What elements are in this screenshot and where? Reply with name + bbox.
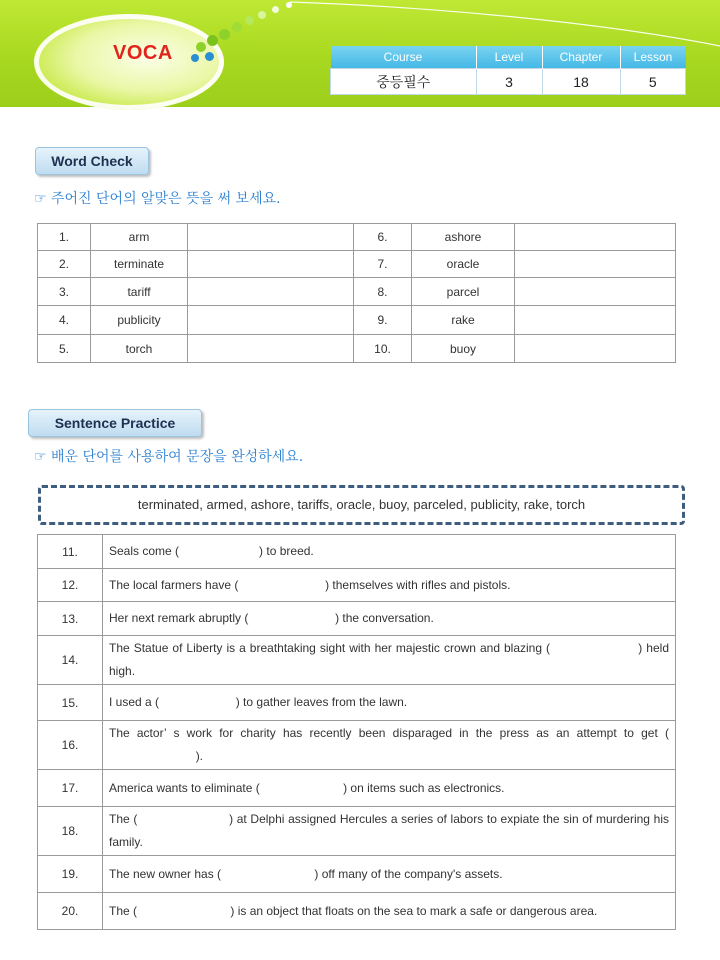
sentence-number: 18. <box>38 807 103 856</box>
word-term: buoy <box>412 335 515 363</box>
sentence-before: America wants to eliminate ( <box>109 780 260 795</box>
word-number: 1. <box>38 224 91 251</box>
word-term: tariff <box>91 278 188 306</box>
table-row <box>38 685 676 721</box>
sentence-before: The local farmers have ( <box>109 577 239 592</box>
answer-field[interactable] <box>515 306 676 335</box>
table-row <box>38 306 676 335</box>
sentence-after: ) off many of the company's assets. <box>314 866 503 881</box>
swoosh-line <box>290 0 720 50</box>
sentence-text <box>103 685 676 721</box>
answer-blank[interactable] <box>238 578 325 592</box>
sentence-number: 20. <box>38 893 103 930</box>
word-number: 7. <box>354 251 412 278</box>
word-number: 2. <box>38 251 91 278</box>
answer-blank[interactable] <box>260 781 343 795</box>
sentence-after: ) on items such as electronics. <box>343 780 505 795</box>
chapter-value: 18 <box>542 69 620 95</box>
answer-field[interactable] <box>515 335 676 363</box>
table-row <box>38 770 676 807</box>
sentence-text <box>103 807 676 856</box>
chapter-header: Chapter <box>542 46 620 69</box>
sentence-number: 16. <box>38 721 103 770</box>
sentence-after: ) held high. <box>109 641 669 678</box>
word-number: 4. <box>38 306 91 335</box>
sentence-after: ). <box>195 749 204 763</box>
level-value: 3 <box>476 69 542 95</box>
sentence-number: 11. <box>38 535 103 569</box>
sentence-text <box>103 569 676 602</box>
sentence-before: Her next remark abruptly ( <box>109 611 249 625</box>
header-banner <box>0 0 720 107</box>
sentence-number: 14. <box>38 636 103 685</box>
sentence-number: 15. <box>38 685 103 721</box>
table-row <box>38 721 676 770</box>
table-row <box>38 636 676 685</box>
sentence-before: The actor’ s work for charity has recently been disparaged in the press as an attempt to get ( <box>109 726 669 740</box>
answer-field[interactable] <box>188 306 354 335</box>
sentence-before: The ( <box>109 812 138 826</box>
word-check-instruction: ☞ 주어진 단어의 알맞은 뜻을 써 보세요. <box>34 191 281 207</box>
answer-blank[interactable] <box>137 812 229 826</box>
sentence-after: ) the conversation. <box>335 611 434 625</box>
word-number: 6. <box>354 224 412 251</box>
word-term: ashore <box>412 224 515 251</box>
answer-blank[interactable] <box>248 611 335 625</box>
word-number: 5. <box>38 335 91 363</box>
table-row <box>38 335 676 363</box>
sentence-text <box>103 856 676 893</box>
word-number: 10. <box>354 335 412 363</box>
answer-blank[interactable] <box>159 695 236 709</box>
answer-field[interactable] <box>188 335 354 363</box>
word-check-table <box>37 223 676 363</box>
sentence-text <box>103 602 676 636</box>
lesson-header: Lesson <box>620 46 686 69</box>
word-term: oracle <box>412 251 515 278</box>
word-term: publicity <box>91 306 188 335</box>
answer-blank[interactable] <box>550 641 638 655</box>
sentence-text <box>103 770 676 807</box>
sentence-after: ) at Delphi assigned Hercules a series of labors to expiate the sin of murdering his family. <box>109 812 669 849</box>
word-term: rake <box>412 306 515 335</box>
word-term: arm <box>91 224 188 251</box>
word-bank: terminated, armed, ashore, tariffs, oracle, buoy, parceled, publicity, rake, torch <box>38 485 685 525</box>
table-row <box>38 893 676 930</box>
answer-blank[interactable] <box>179 544 259 558</box>
logo-text: VOCA <box>113 42 173 64</box>
sentence-number: 19. <box>38 856 103 893</box>
sentence-number: 17. <box>38 770 103 807</box>
answer-field[interactable] <box>188 251 354 278</box>
word-number: 9. <box>354 306 412 335</box>
answer-blank[interactable] <box>221 867 314 881</box>
answer-field[interactable] <box>515 224 676 251</box>
sentence-after: ) to gather leaves from the lawn. <box>235 695 408 709</box>
level-header: Level <box>476 46 542 69</box>
table-row <box>38 569 676 602</box>
table-row <box>38 224 676 251</box>
sentence-before: Seals come ( <box>109 544 180 558</box>
word-number: 3. <box>38 278 91 306</box>
word-term: torch <box>91 335 188 363</box>
sentence-practice-instruction: ☞ 배운 단어를 사용하여 문장을 완성하세요. <box>34 449 304 465</box>
table-row <box>38 807 676 856</box>
sentence-text <box>103 721 676 770</box>
lesson-value: 5 <box>620 69 686 95</box>
answer-field[interactable] <box>188 224 354 251</box>
table-row <box>38 856 676 893</box>
word-term: terminate <box>91 251 188 278</box>
course-value: 중등필수 <box>331 69 477 95</box>
sentence-text <box>103 636 676 685</box>
table-row <box>38 602 676 636</box>
sentence-before: I used a ( <box>109 695 160 709</box>
sentence-table <box>37 534 676 930</box>
sentence-text <box>103 893 676 930</box>
sentence-text <box>103 535 676 569</box>
sentence-after: ) to breed. <box>259 544 314 558</box>
sentence-after: ) is an object that floats on the sea to mark a safe or dangerous area. <box>230 903 598 918</box>
sentence-before: The Statue of Liberty is a breathtaking sight with her majestic crown and blazing ( <box>109 641 551 655</box>
sentence-after: ) themselves with rifles and pistols. <box>325 577 511 592</box>
sentence-number: 13. <box>38 602 103 636</box>
table-row <box>38 535 676 569</box>
answer-blank[interactable] <box>109 749 196 763</box>
course-header: Course <box>331 46 477 69</box>
word-number: 8. <box>354 278 412 306</box>
sentence-number: 12. <box>38 569 103 602</box>
word-term: parcel <box>412 278 515 306</box>
answer-blank[interactable] <box>137 904 230 918</box>
course-info-table <box>330 46 686 95</box>
sentence-practice-tab[interactable]: Sentence Practice <box>28 409 202 437</box>
answer-field[interactable] <box>515 278 676 306</box>
table-row <box>38 251 676 278</box>
word-check-tab[interactable]: Word Check <box>35 147 149 175</box>
sentence-before: The ( <box>109 903 138 918</box>
answer-field[interactable] <box>188 278 354 306</box>
sentence-before: The new owner has ( <box>109 866 222 881</box>
table-row <box>38 278 676 306</box>
answer-field[interactable] <box>515 251 676 278</box>
